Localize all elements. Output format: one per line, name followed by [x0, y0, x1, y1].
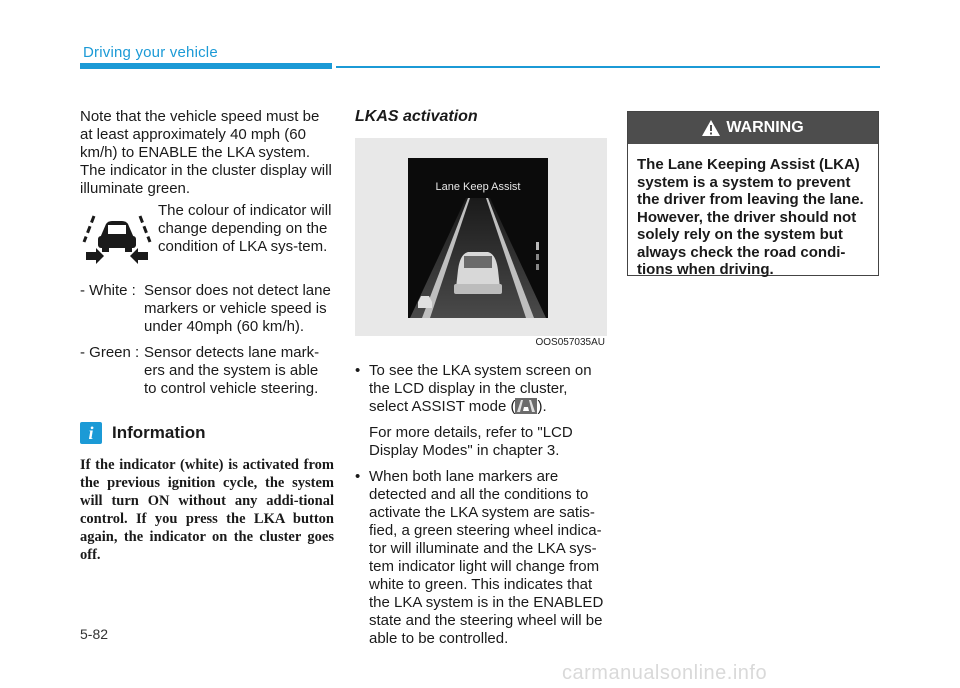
definition-term: - White :	[80, 282, 136, 299]
assist-mode-icon	[515, 398, 537, 414]
bullet-subtext: For more details, refer to "LCD Display Modes" in chapter 3.	[369, 424, 573, 459]
intro-paragraph: Note that the vehicle speed must be at least approximately 40 mph (60 km/h) to ENABLE the LKA system. The indicator in the cluster display will illuminate green.	[80, 108, 332, 197]
information-body: If the indicator (white) is activated from the previous ignition cycle, the system will turn ON without any addi-tional control. If you press the LKA button again, the indicator on the cluster goes off.	[80, 457, 334, 563]
list-item	[355, 362, 607, 460]
watermark: carmanualsonline.info	[562, 662, 768, 684]
list-item	[355, 468, 607, 648]
warning-body: The Lane Keeping Assist (LKA) system is a system to prevent the driver from leaving the lane. However, the driver should not solely rely on the system but always check the road condi-tions when driving.	[637, 156, 864, 278]
indicator-block	[80, 202, 334, 274]
bullet-text-end: ).	[537, 398, 547, 415]
bullet-text: To see the LKA system screen on the LCD display in the cluster, select ASSIST mode (	[369, 362, 592, 415]
header-bar	[80, 63, 332, 69]
warning-triangle-icon	[702, 120, 720, 136]
info-icon: i	[80, 422, 102, 444]
page-number: 5-82	[80, 626, 109, 642]
definition-green	[80, 344, 334, 398]
warning-box	[627, 111, 879, 276]
definition-white	[80, 282, 334, 336]
information-heading	[80, 422, 334, 444]
bullet-text: When both lane markers are detected and all the conditions to activate the LKA system are satis-fied, a green steering wheel indica-tor will illuminate and the LKA sys-tem indicator light will change from white to green. This indicates that the LKA system is in the ENABLED state and the steering wheel will be able to be controlled.	[369, 468, 604, 647]
screen-title: Lane Keep Assist	[435, 181, 521, 193]
header-rule	[336, 66, 880, 68]
left-column	[80, 108, 334, 564]
activation-steps	[355, 362, 607, 648]
header-title: Driving your vehicle	[83, 44, 218, 61]
indicator-description: The colour of indicator will change depending on the condition of LKA sys-tem.	[158, 202, 332, 255]
definition-body: Sensor does not detect lane markers or vehicle speed is under 40mph (60 km/h).	[144, 282, 331, 335]
definition-term: - Green :	[80, 344, 140, 361]
middle-column	[355, 108, 607, 656]
cluster-display	[408, 158, 548, 318]
cluster-figure	[355, 138, 607, 348]
figure-caption: OOS057035AU	[535, 337, 605, 348]
information-title: Information	[112, 423, 206, 442]
lka-indicator-icon	[82, 212, 152, 264]
definition-body: Sensor detects lane mark-ers and the system is able to control vehicle steering.	[144, 344, 320, 397]
section-title: LKAS activation	[355, 108, 478, 125]
warning-title: WARNING	[726, 119, 804, 136]
warning-header	[628, 112, 878, 144]
